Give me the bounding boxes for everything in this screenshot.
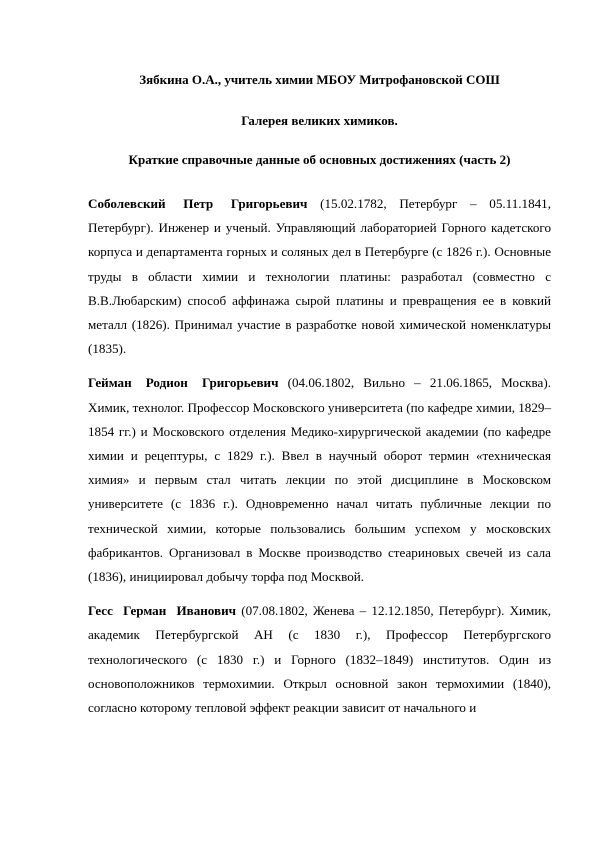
chemist-description: (15.02.1782, Петербург – 05.11.1841, Петербург). Инженер и ученый. Управляющий лабораторией Горного кадетского корпуса и департамента горных и соляных дел в Петербурге (с 1826 г.). Основные труды в области химии и технологии платины: разработал (совместно с В.В.Любарским) способ аффинажа сырой платины и превращения ее в ковкий металл (1826). Принимал участие в разработке новой химической номенклатуры (1835).: [88, 196, 551, 357]
author-line: Зябкина О.А., учитель химии МБОУ Митрофановской СОШ: [139, 72, 500, 87]
chemist-name: Соболевский Петр Григорьевич: [88, 196, 308, 211]
chemist-name: Гейман Родион Григорьевич: [88, 375, 279, 391]
chemist-description: (07.08.1802, Женева – 12.12.1850, Петербург). Химик, академик Петербургской АН (с 1830 г.), Профессор Петербургского технологического (с 1830 г.) и Горного (1832–1849) институтов. Один из основоположников термохимии. Открыл основной закон термохимии (1840), согласно которому тепловой эффект реакции зависит от начального и: [88, 603, 551, 716]
chemist-entry-hess: [88, 599, 551, 720]
chemist-entry-sobolevsky: [88, 192, 551, 361]
chemist-description: (04.06.1802, Вильно – 21.06.1865, Москва). Химик, технолог. Профессор Московского университета (по кафедре химии, 1829–1854 гг.) и Московского отделения Медико-хирургической академии (по кафедре химии и рецептуры, с 1829 г.). Ввел в научный оборот термин «техническая химия» и первым стал читать лекции по этой дисциплине в Московском университете (с 1836 г.). Одновременно начал читать публичные лекции по технической химии, которые пользовались большим успехом у московских фабрикантов. Организовал в Москве производство стеариновых свечей из сала (1836), инициировал добычу торфа под Москвой.: [88, 375, 551, 585]
chemist-entry-geiman: [88, 371, 551, 589]
document-subtitle: Краткие справочные данные об основных достижениях (часть 2): [128, 152, 511, 167]
gallery-title: Галерея великих химиков.: [241, 113, 398, 128]
chemist-name: Гесс Герман Иванович: [88, 603, 237, 619]
